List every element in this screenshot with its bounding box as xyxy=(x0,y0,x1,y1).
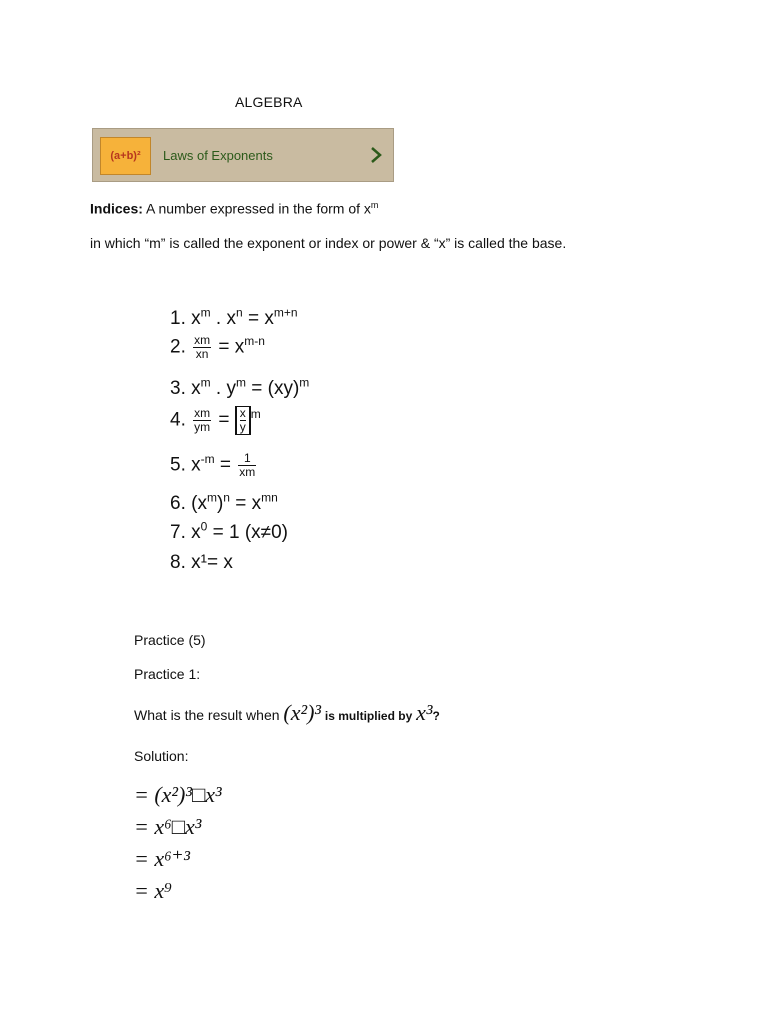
laws-of-exponents-banner[interactable] xyxy=(92,128,394,182)
fraction: $\frac{1}{xm}$ xyxy=(239,451,256,479)
bracket-fraction: $\frac{x}{y}$ xyxy=(235,406,251,435)
law-4: 4. $\frac{xm}{ym}$ = $\frac{x}{y}$ $^m$ xyxy=(170,406,261,434)
indices-sup: m xyxy=(370,200,379,210)
chevron-right-icon xyxy=(367,145,385,165)
practice-question: What is the result when (x²)³ is multiplied by x³? xyxy=(134,700,440,725)
law-8: 8. x¹= x xyxy=(170,552,233,573)
indices-explanation: in which “m” is called the exponent or index or power & “x” is called the base. xyxy=(90,235,567,251)
law-6: 6. $(x^m)^n = x^{mn}$ xyxy=(170,490,278,514)
law-2: 2. $\frac{xm}{xn}$ = $x^{m-n}$ xyxy=(170,333,265,361)
formula-icon: (a+b)² xyxy=(100,137,151,175)
practice-heading: Practice (5) xyxy=(134,632,206,648)
law-7: 7. $x^0 = 1$ (x≠0) xyxy=(170,519,288,543)
page-title: ALGEBRA xyxy=(235,94,303,110)
question-expression-2: x³ xyxy=(416,700,433,725)
fraction: $\frac{xm}{xn}$ xyxy=(194,333,211,361)
indices-text: A number expressed in the form of x xyxy=(146,200,371,217)
practice-subheading: Practice 1: xyxy=(134,666,201,682)
law-5: 5. $x^{-m}$ = $\frac{1}{xm}$ xyxy=(170,451,256,479)
law-1: 1. $x^m$ . $x^n = x^{m+n}$ xyxy=(170,305,298,329)
solution-label: Solution: xyxy=(134,748,189,764)
question-expression: (x²)³ xyxy=(283,700,322,725)
law-3: 3. $x^m$ . $y^m = (xy)^m$ xyxy=(170,375,310,399)
fraction: $\frac{xm}{ym}$ xyxy=(194,406,211,434)
solution-step: = x⁶□x³ xyxy=(134,814,202,839)
solution-step: = (x²)³□x³ xyxy=(134,782,222,807)
solution-step: = x⁶⁺³ xyxy=(134,846,190,871)
indices-term: Indices: xyxy=(90,200,143,217)
banner-label: Laws of Exponents xyxy=(163,148,273,163)
solution-step: = x⁹ xyxy=(134,878,172,903)
indices-definition xyxy=(90,200,378,217)
